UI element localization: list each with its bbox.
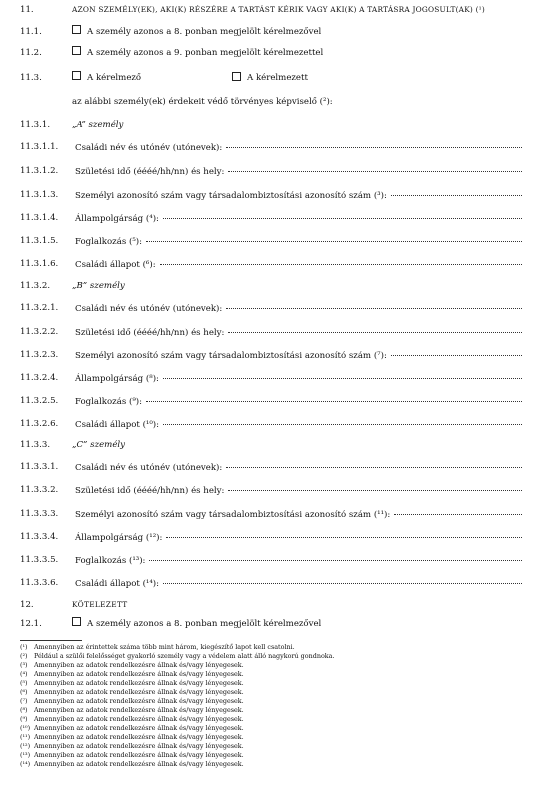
field-label: Foglalkozás (⁹): — [75, 397, 143, 407]
checkbox-label: A személy azonos a 9. ponban megjelölt kérelmezettel — [87, 48, 324, 58]
text-field-dotted-line[interactable] — [226, 298, 522, 309]
field-label: Családi név és utónév (utónevek): — [75, 304, 223, 314]
text-field-dotted-line[interactable] — [163, 414, 522, 425]
checkbox-label: A személy azonos a 8. ponban megjelölt kérelmezővel — [87, 27, 322, 37]
person-a-heading — [0, 117, 544, 133]
field-label: Személyi azonosító szám vagy társadalombiztosítási azonosító szám (¹¹): — [75, 510, 391, 520]
field-number: 11.3.1.2. — [20, 166, 59, 176]
footnote: (¹) Amennyiben az érintettek száma több mint három, kiegészítő lapot kell csatolni. — [20, 643, 295, 651]
footnote: (¹²) Amennyiben az adatok rendelkezésre állnak és/vagy lényegesek. — [20, 742, 244, 750]
field-number: 11.3.3.5. — [20, 555, 59, 565]
text-field-dotted-line[interactable] — [146, 231, 522, 242]
checkbox-label: A személy azonos a 8. ponban megjelölt kérelmezővel — [87, 619, 322, 629]
text-field-dotted-line[interactable] — [226, 137, 522, 148]
text-field-dotted-line[interactable] — [391, 345, 522, 356]
item-number: 11.2. — [20, 48, 42, 58]
checkbox-11-1[interactable] — [72, 25, 81, 34]
text-field-dotted-line[interactable] — [146, 391, 522, 402]
text-field-dotted-line[interactable] — [391, 185, 522, 196]
section-heading: AZON SZEMÉLY(EK), AKI(K) RÉSZÉRE A TARTÁST KÉRIK VAGY AKI(K) A TARTÁSRA JOGOSULT(AK) (¹) — [72, 5, 485, 14]
field-row — [0, 300, 544, 316]
item-number: 11.3.2. — [20, 281, 51, 291]
text-field-dotted-line[interactable] — [163, 573, 522, 584]
field-number: 11.3.1.1. — [20, 142, 59, 152]
field-row — [0, 575, 544, 591]
text-field-dotted-line[interactable] — [228, 322, 522, 333]
section-number: 11. — [20, 5, 34, 15]
footnote: (⁷) Amennyiben az adatok rendelkezésre állnak és/vagy lényegesek. — [20, 697, 244, 705]
footnote: (²) Például a szülői felelősséget gyakorló személy vagy a védelem alatt álló nagykorú gondnoka. — [20, 652, 335, 660]
row-11-3 — [0, 70, 544, 86]
field-row — [0, 210, 544, 226]
field-row — [0, 256, 544, 272]
field-label: Születési idő (éééé/hh/nn) és hely: — [75, 328, 225, 338]
text-field-dotted-line[interactable] — [160, 254, 522, 265]
field-row — [0, 552, 544, 568]
field-number: 11.3.3.1. — [20, 462, 59, 472]
footnote-separator — [20, 640, 82, 641]
footnote: (⁹) Amennyiben az adatok rendelkezésre állnak és/vagy lényegesek. — [20, 715, 244, 723]
row-11-1 — [0, 24, 544, 40]
checkbox-kerelmezett[interactable] — [232, 72, 241, 81]
section-number: 12. — [20, 600, 34, 610]
person-c-heading — [0, 437, 544, 453]
person-title: „C” személy — [72, 440, 126, 450]
field-number: 11.3.2.6. — [20, 419, 59, 429]
field-row — [0, 139, 544, 155]
field-label: Személyi azonosító szám vagy társadalombiztosítási azonosító szám (⁷): — [75, 351, 387, 361]
field-number: 11.3.1.5. — [20, 236, 59, 246]
text-field-dotted-line[interactable] — [228, 161, 522, 172]
section-heading: KÖTELEZETT — [72, 600, 128, 609]
field-label: Foglalkozás (¹³): — [75, 556, 146, 566]
checkbox-kerelmezo[interactable] — [72, 71, 81, 80]
field-row — [0, 233, 544, 249]
field-number: 11.3.1.6. — [20, 259, 59, 269]
checkbox-11-2[interactable] — [72, 46, 81, 55]
field-label: Állampolgárság (¹²): — [75, 533, 163, 543]
person-title: „B” személy — [72, 281, 125, 291]
field-row — [0, 416, 544, 432]
footnote: (⁸) Amennyiben az adatok rendelkezésre állnak és/vagy lényegesek. — [20, 706, 244, 714]
footnote: (⁵) Amennyiben az adatok rendelkezésre állnak és/vagy lényegesek. — [20, 679, 244, 687]
footnote: (³) Amennyiben az adatok rendelkezésre állnak és/vagy lényegesek. — [20, 661, 244, 669]
field-label: Családi állapot (⁶): — [75, 260, 156, 270]
item-number: 11.3.1. — [20, 120, 51, 130]
field-number: 11.3.1.4. — [20, 213, 59, 223]
field-label: Állampolgárság (⁴): — [75, 214, 159, 224]
section-12-heading-row — [0, 597, 544, 613]
person-title: „A” személy — [72, 120, 124, 130]
footnote: (¹⁰) Amennyiben az adatok rendelkezésre állnak és/vagy lényegesek. — [20, 724, 244, 732]
row-11-2 — [0, 45, 544, 61]
field-number: 11.3.3.4. — [20, 532, 59, 542]
item-number: 11.3.3. — [20, 440, 51, 450]
field-label: Állampolgárság (⁸): — [75, 374, 159, 384]
person-b-heading — [0, 278, 544, 294]
text-field-dotted-line[interactable] — [166, 527, 522, 538]
field-number: 11.3.2.3. — [20, 350, 59, 360]
text-field-dotted-line[interactable] — [163, 208, 522, 219]
field-row — [0, 482, 544, 498]
field-label: Foglalkozás (⁵): — [75, 237, 143, 247]
field-row — [0, 459, 544, 475]
field-row — [0, 163, 544, 179]
field-row — [0, 187, 544, 203]
field-number: 11.3.2.1. — [20, 303, 59, 313]
text-field-dotted-line[interactable] — [228, 480, 522, 491]
field-label: Családi név és utónév (utónevek): — [75, 463, 223, 473]
field-number: 11.3.2.4. — [20, 373, 59, 383]
item-number: 11.3. — [20, 73, 42, 83]
field-label: Családi név és utónév (utónevek): — [75, 143, 223, 153]
field-number: 11.3.3.6. — [20, 578, 59, 588]
footnote: (¹¹) Amennyiben az adatok rendelkezésre állnak és/vagy lényegesek. — [20, 733, 244, 741]
field-number: 11.3.2.5. — [20, 396, 59, 406]
field-row — [0, 347, 544, 363]
section-11-heading-row — [0, 2, 544, 18]
footnote: (¹⁴) Amennyiben az adatok rendelkezésre állnak és/vagy lényegesek. — [20, 760, 244, 768]
field-number: 11.3.1.3. — [20, 190, 59, 200]
footnote: (⁶) Amennyiben az adatok rendelkezésre állnak és/vagy lényegesek. — [20, 688, 244, 696]
item-number: 11.1. — [20, 27, 42, 37]
item-number: 12.1. — [20, 619, 42, 629]
text-field-dotted-line[interactable] — [394, 504, 522, 515]
field-label: Családi állapot (¹⁰): — [75, 420, 160, 430]
field-row — [0, 529, 544, 545]
field-row — [0, 370, 544, 386]
checkbox-label: A kérelmezett — [247, 73, 308, 83]
text-field-dotted-line[interactable] — [226, 457, 522, 468]
field-label: Születési idő (éééé/hh/nn) és hely: — [75, 167, 225, 177]
field-number: 11.3.3.3. — [20, 509, 59, 519]
field-number: 11.3.2.2. — [20, 327, 59, 337]
footnote: (¹³) Amennyiben az adatok rendelkezésre állnak és/vagy lényegesek. — [20, 751, 244, 759]
field-row — [0, 324, 544, 340]
footnote: (⁴) Amennyiben az adatok rendelkezésre állnak és/vagy lényegesek. — [20, 670, 244, 678]
checkbox-12-1[interactable] — [72, 617, 81, 626]
field-label: Születési idő (éééé/hh/nn) és hely: — [75, 486, 225, 496]
representative-text-row — [0, 94, 544, 110]
text-field-dotted-line[interactable] — [163, 368, 522, 379]
field-row — [0, 393, 544, 409]
representative-text: az alábbi személy(ek) érdekeit védő törvényes képviselő (²): — [72, 97, 333, 107]
checkbox-label: A kérelmező — [87, 73, 142, 83]
field-number: 11.3.3.2. — [20, 485, 59, 495]
field-row — [0, 506, 544, 522]
text-field-dotted-line[interactable] — [149, 550, 522, 561]
field-label: Családi állapot (¹⁴): — [75, 579, 160, 589]
field-label: Személyi azonosító szám vagy társadalombiztosítási azonosító szám (³): — [75, 191, 387, 201]
row-12-1 — [0, 616, 544, 632]
